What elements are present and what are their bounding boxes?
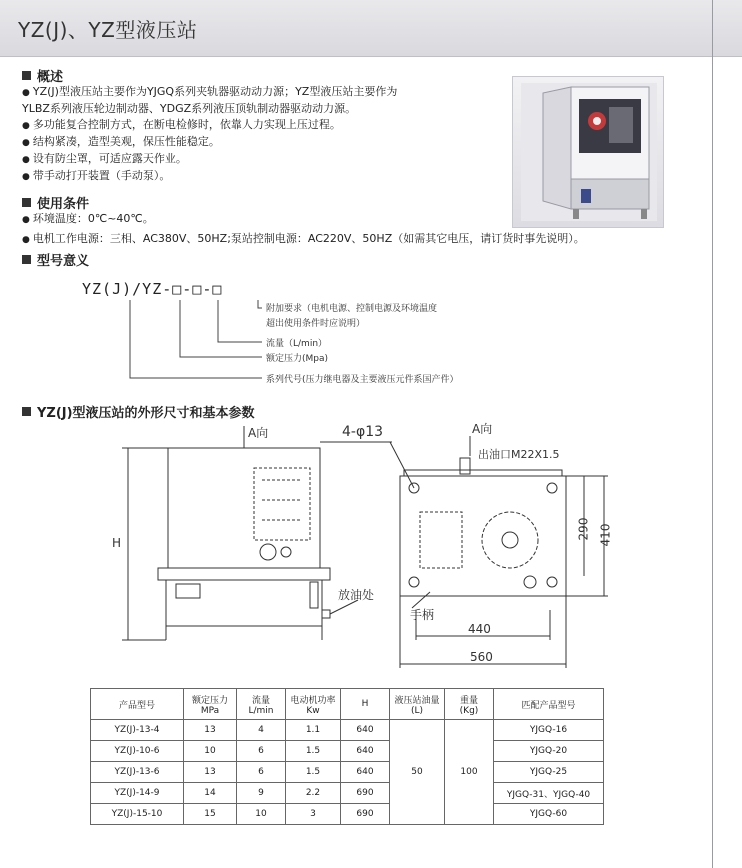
header-match: 匹配产品型号	[494, 689, 604, 720]
overview-item: ● 结构紧凑，造型美观，保压性能稳定。	[22, 134, 502, 151]
header-flow: 流量 L/min	[237, 689, 286, 720]
overview-heading: 概述	[22, 66, 63, 85]
cell-h: 690	[341, 804, 390, 825]
cell-model: YZ(J)-10-6	[91, 741, 184, 762]
cell-flow: 6	[237, 762, 286, 783]
cell-flow: 4	[237, 720, 286, 741]
model-label-extra: 附加要求（电机电源、控制电源及环境温度	[266, 304, 438, 314]
table-row	[91, 720, 604, 741]
cell-power: 1.5	[286, 741, 341, 762]
cell-h: 640	[341, 762, 390, 783]
header-weight: 重量 (Kg)	[445, 689, 494, 720]
outlet-label: 出油口M22X1.5	[478, 448, 560, 461]
cell-pressure: 10	[184, 741, 237, 762]
table-row	[91, 762, 604, 783]
condition-item: ● 电机工作电源：三相、AC380V、50HZ;泵站控制电源：AC220V、50HZ（如需其它电压，请订货时事先说明）。	[22, 231, 712, 248]
header-model: 产品型号	[91, 689, 184, 720]
cell-pressure: 15	[184, 804, 237, 825]
spec-table	[90, 688, 604, 825]
cell-match: YJGQ-31、YJGQ-40	[494, 783, 604, 804]
overview-item: ● YZ(J)型液压站主要作为YJGQ系列夹轨器驱动动力源；YZ型液压站主要作为	[22, 84, 502, 101]
dims-heading: YZ(J)型液压站的外形尺寸和基本参数	[22, 402, 255, 421]
holes-label: 4-φ13	[342, 424, 384, 440]
cell-flow: 6	[237, 741, 286, 762]
header-pressure: 额定压力 MPa	[184, 689, 237, 720]
overview-item: YLBZ系列液压轮边制动器、YDGZ系列液压顶轨制动器驱动动力源。	[22, 102, 357, 115]
handle-label: 手柄	[410, 608, 435, 622]
header-h: H	[341, 689, 390, 720]
cell-power: 1.1	[286, 720, 341, 741]
table-row	[91, 741, 604, 762]
cell-pressure: 13	[184, 762, 237, 783]
cell-weight: 100	[445, 720, 494, 825]
table-header-row	[91, 689, 604, 720]
cell-power: 1.5	[286, 762, 341, 783]
model-label-series: 系列代号(压力继电器及主要液压元件系国产件）	[266, 375, 459, 385]
cell-match: YJGQ-60	[494, 804, 604, 825]
cell-oil: 50	[390, 720, 445, 825]
model-code: YZ(J)/YZ-□-□-□	[82, 280, 223, 298]
cell-match: YJGQ-25	[494, 762, 604, 783]
cell-power: 2.2	[286, 783, 341, 804]
condition-item: ● 环境温度：0℃~40℃。	[22, 211, 712, 228]
model-label-pressure: 额定压力(Mpa)	[266, 354, 329, 364]
model-label-extra-2: 超出使用条件时应说明）	[266, 319, 366, 329]
conditions-heading: 使用条件	[22, 193, 89, 212]
a-direction-label-left: A向	[248, 426, 269, 440]
cell-h: 640	[341, 741, 390, 762]
cell-model: YZ(J)-14-9	[91, 783, 184, 804]
cell-flow: 9	[237, 783, 286, 804]
overview-item: ● 带手动打开装置（手动泵）。	[22, 168, 502, 185]
dim-410: 410	[598, 523, 613, 547]
model-label-flow: 流量（L/min）	[266, 339, 328, 349]
overview-item: ● 多功能复合控制方式，在断电检修时，依靠人力实现上压过程。	[22, 117, 502, 134]
drain-label: 放油处	[338, 588, 375, 602]
cell-flow: 10	[237, 804, 286, 825]
h-label: H	[112, 536, 122, 550]
cell-pressure: 14	[184, 783, 237, 804]
header-power: 电动机功率 Kw	[286, 689, 341, 720]
cell-h: 640	[341, 720, 390, 741]
dim-560: 560	[470, 650, 493, 664]
page-title: YZ(J)、YZ型液压站	[18, 18, 198, 42]
cell-match: YJGQ-16	[494, 720, 604, 741]
a-direction-label-right: A向	[472, 422, 493, 436]
dim-290: 290	[576, 517, 591, 541]
cell-h: 690	[341, 783, 390, 804]
cell-model: YZ(J)-15-10	[91, 804, 184, 825]
table-row	[91, 804, 604, 825]
cell-match: YJGQ-20	[494, 741, 604, 762]
cell-model: YZ(J)-13-6	[91, 762, 184, 783]
header-oil: 液压站油量 (L)	[390, 689, 445, 720]
cell-model: YZ(J)-13-4	[91, 720, 184, 741]
overview-item: ● 设有防尘罩，可适应露天作业。	[22, 151, 502, 168]
table-row	[91, 783, 604, 804]
cell-pressure: 13	[184, 720, 237, 741]
model-heading: 型号意义	[22, 250, 89, 269]
dim-440: 440	[468, 622, 491, 636]
cell-power: 3	[286, 804, 341, 825]
